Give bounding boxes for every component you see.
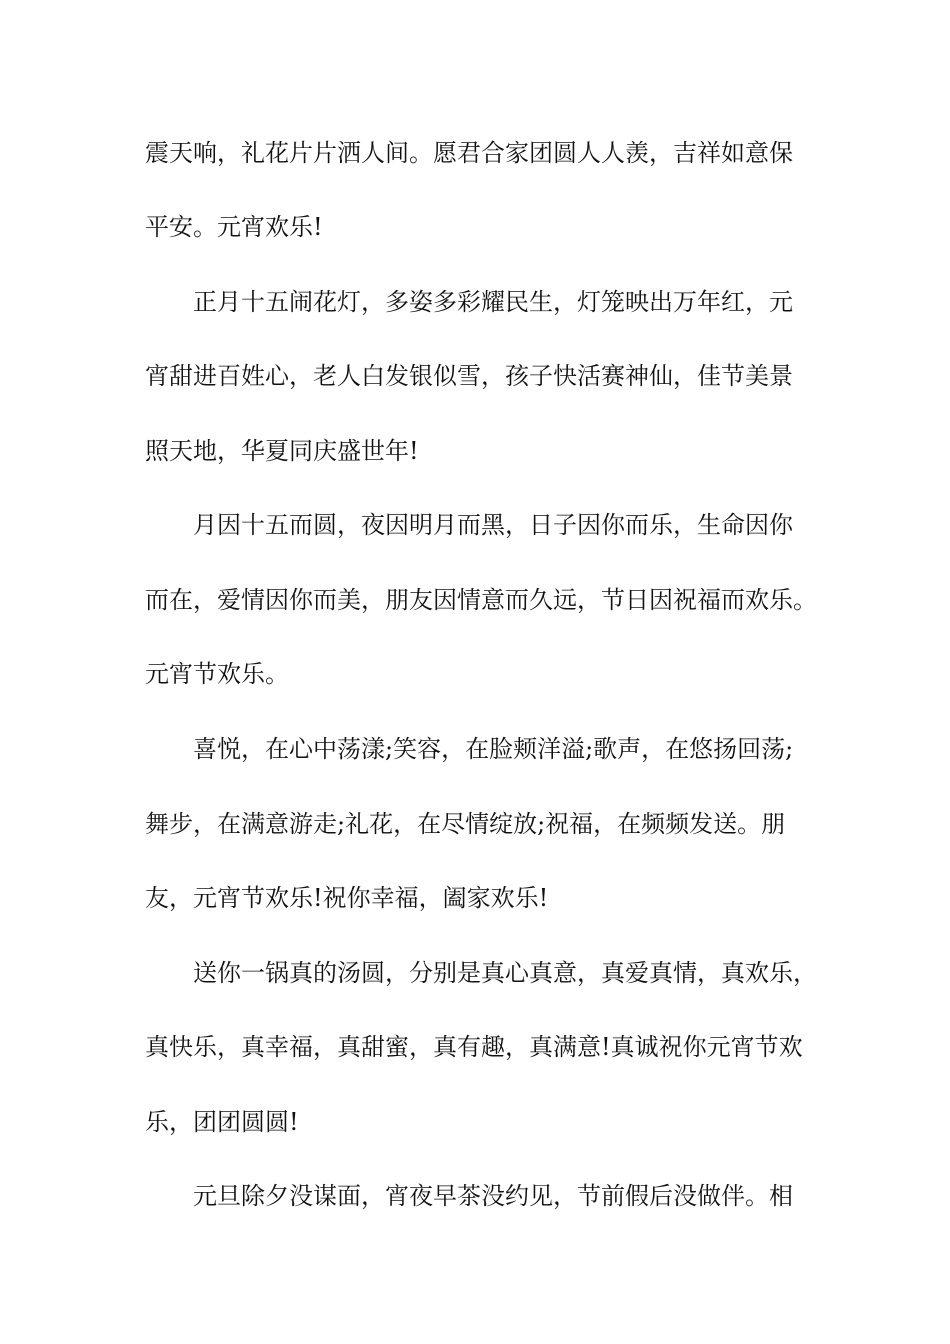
text-line: 平安。元宵欢乐!: [145, 213, 323, 241]
text-line: 宵甜进百姓心，老人白发银似雪，孩子快活赛神仙，佳节美景: [145, 362, 793, 390]
text-line: 震天响，礼花片片洒人间。愿君合家团圆人人羡，吉祥如意保: [145, 139, 793, 167]
text-line: 照天地，华夏同庆盛世年!: [145, 437, 419, 465]
paragraph-first-line: 正月十五闹花灯，多姿多彩耀民生，灯笼映出万年红，元: [193, 288, 793, 316]
paragraph-first-line: 送你一锅真的汤圆，分别是真心真意，真爱真情，真欢乐，: [193, 959, 817, 987]
paragraph-first-line: 喜悦，在心中荡漾;笑容，在脸颊洋溢;歌声，在悠扬回荡;: [193, 735, 794, 763]
text-line: 元宵节欢乐。: [145, 660, 289, 688]
text-line: 真快乐，真幸福，真甜蜜，真有趣，真满意!真诚祝你元宵节欢: [145, 1033, 803, 1061]
text-line: 乐，团团圆圆!: [145, 1108, 299, 1136]
text-line: 而在，爱情因你而美，朋友因情意而久远，节日因祝福而欢乐。: [145, 586, 817, 614]
text-line: 舞步，在满意游走;礼花，在尽情绽放;祝福，在频频发送。朋: [145, 810, 786, 838]
text-line: 友，元宵节欢乐!祝你幸福，阖家欢乐!: [145, 884, 549, 912]
paragraph-first-line: 元旦除夕没谋面，宵夜早茶没约见，节前假后没做伴。相: [193, 1182, 793, 1210]
paragraph-first-line: 月因十五而圆，夜因明月而黑，日子因你而乐，生命因你: [193, 511, 793, 539]
